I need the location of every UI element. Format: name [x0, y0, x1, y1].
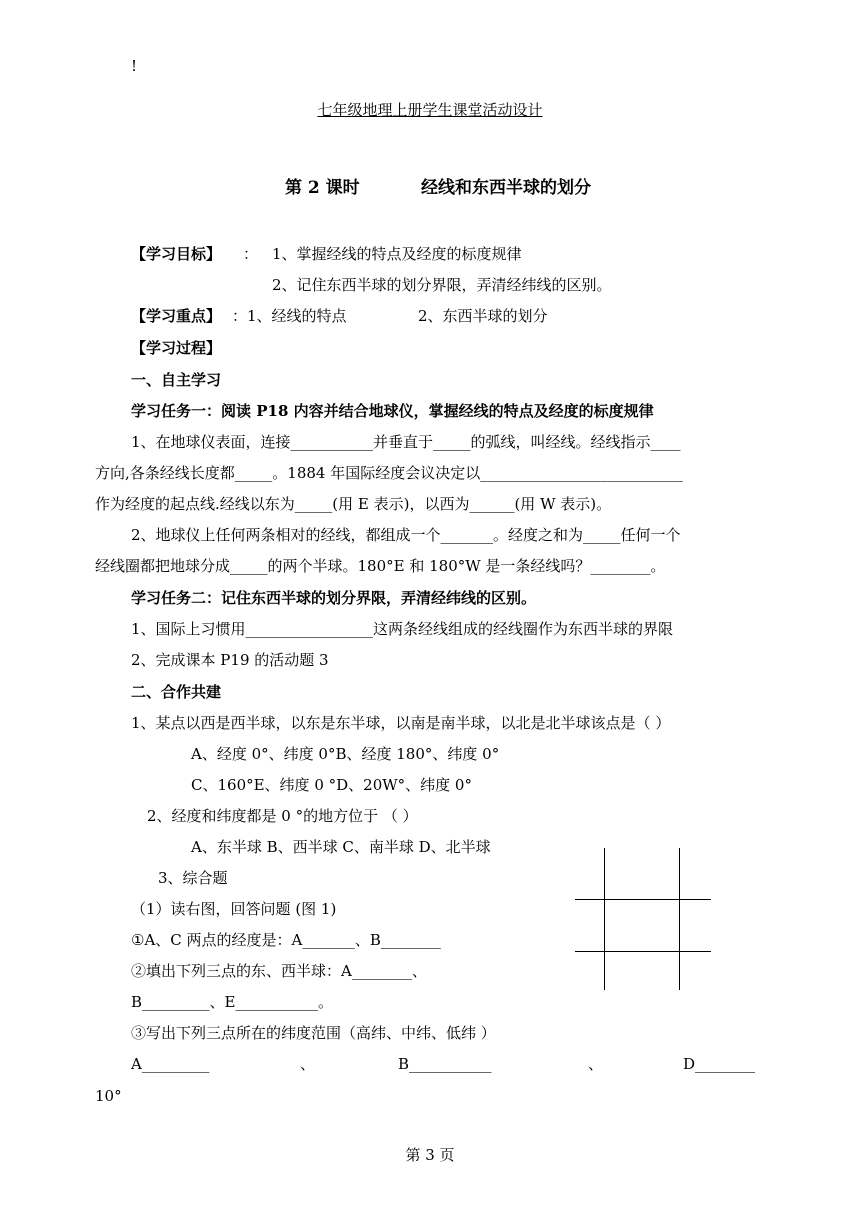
objectives-separator: ：: [243, 245, 259, 263]
task-2-line: 1、国际上习惯用_________________这两条经线组成的经线圈作为东西半球的界限: [131, 620, 674, 638]
objective-item-2: 2、记住东西半球的划分界限，弄清经纬线的区别。: [272, 276, 612, 294]
objectives-label: 【学习目标】: [131, 245, 222, 263]
question-2-stem: 2、经度和纬度都是 0 °的地方位于 （ ）: [147, 807, 418, 825]
key-points-label: 【学习重点】: [131, 307, 222, 325]
task-1-line: 作为经度的起点线.经线以东为_____(用 E 表示)，以西为______(用 W 表示)。: [95, 495, 612, 513]
question-1-options-ab: A、经度 0°、纬度 0°B、经度 180°、纬度 0°: [191, 745, 500, 763]
question-3-line: ①A、C 两点的经度是：A_______、B________: [131, 931, 441, 949]
task-2-line: 2、完成课本 P19 的活动题 3: [131, 651, 329, 669]
lesson-topic: 经线和东西半球的划分: [421, 178, 591, 198]
latitude-answer-a: A_________: [131, 1055, 210, 1073]
page-footer: 第 3 页: [405, 1146, 455, 1164]
question-1-options-cd: C、160°E、纬度 0 °D、20W°、纬度 0°: [191, 776, 472, 794]
question-3-line: ②填出下列三点的东、西半球：A________、: [131, 962, 427, 980]
grid-horizontal-line: [575, 899, 711, 900]
lesson-number: 第 2 课时: [285, 178, 360, 198]
task-2-title: 学习任务二：记住东西半球的划分界限，弄清经纬线的区别。: [131, 589, 537, 607]
section-1-title: 一、自主学习: [131, 371, 222, 389]
key-point-2: 2、东西半球的划分: [418, 307, 548, 325]
task-1-line: 经线圈都把地球分成_____的两个半球。180°E 和 180°W 是一条经线吗？________。: [95, 557, 666, 575]
question-3-line: B_________、E___________。: [131, 993, 333, 1011]
task-1-line: 2、地球仪上任何两条相对的经线，都组成一个_______。经度之和为_____任何一个: [131, 526, 681, 544]
question-3-sub-1: （1）读右图，回答问题 (图 1): [131, 900, 337, 918]
latitude-degree-label: 10°: [95, 1087, 122, 1105]
task-1-line: 1、在地球仪表面，连接___________并垂直于_____的弧线，叫经线。经线指示____: [131, 433, 681, 451]
latitude-separator: 、: [300, 1055, 316, 1073]
section-2-title: 二、合作共建: [131, 683, 222, 701]
document-title: 七年级地理上册学生课堂活动设计: [317, 101, 543, 119]
question-3-line: ③写出下列三点所在的纬度范围（高纬、中纬、低纬 ）: [131, 1024, 496, 1042]
latitude-answer-d: D________: [683, 1055, 756, 1073]
grid-vertical-line: [679, 848, 680, 990]
objective-item-1: 1、掌握经线的特点及经度的标度规律: [272, 245, 522, 263]
task-1-title: 学习任务一：阅读 P18 内容并结合地球仪，掌握经线的特点及经度的标度规律: [131, 402, 654, 420]
task-1-line: 方向,各条经线长度都_____。1884 年国际经度会议决定以___________________________: [95, 464, 683, 482]
latitude-answer-b: B___________: [398, 1055, 492, 1073]
question-2-options: A、东半球 B、西半球 C、南半球 D、北半球: [191, 838, 491, 856]
process-label: 【学习过程】: [131, 339, 222, 357]
grid-horizontal-line: [575, 951, 711, 952]
grid-vertical-line: [604, 848, 605, 990]
question-1-stem: 1、某点以西是西半球，以东是东半球，以南是南半球，以北是北半球该点是（ ）: [131, 714, 671, 732]
question-3-stem: 3、综合题: [158, 869, 228, 887]
top-mark: !: [131, 57, 138, 75]
latitude-separator: 、: [588, 1055, 604, 1073]
key-point-1: ：1、经线的特点: [232, 307, 347, 325]
